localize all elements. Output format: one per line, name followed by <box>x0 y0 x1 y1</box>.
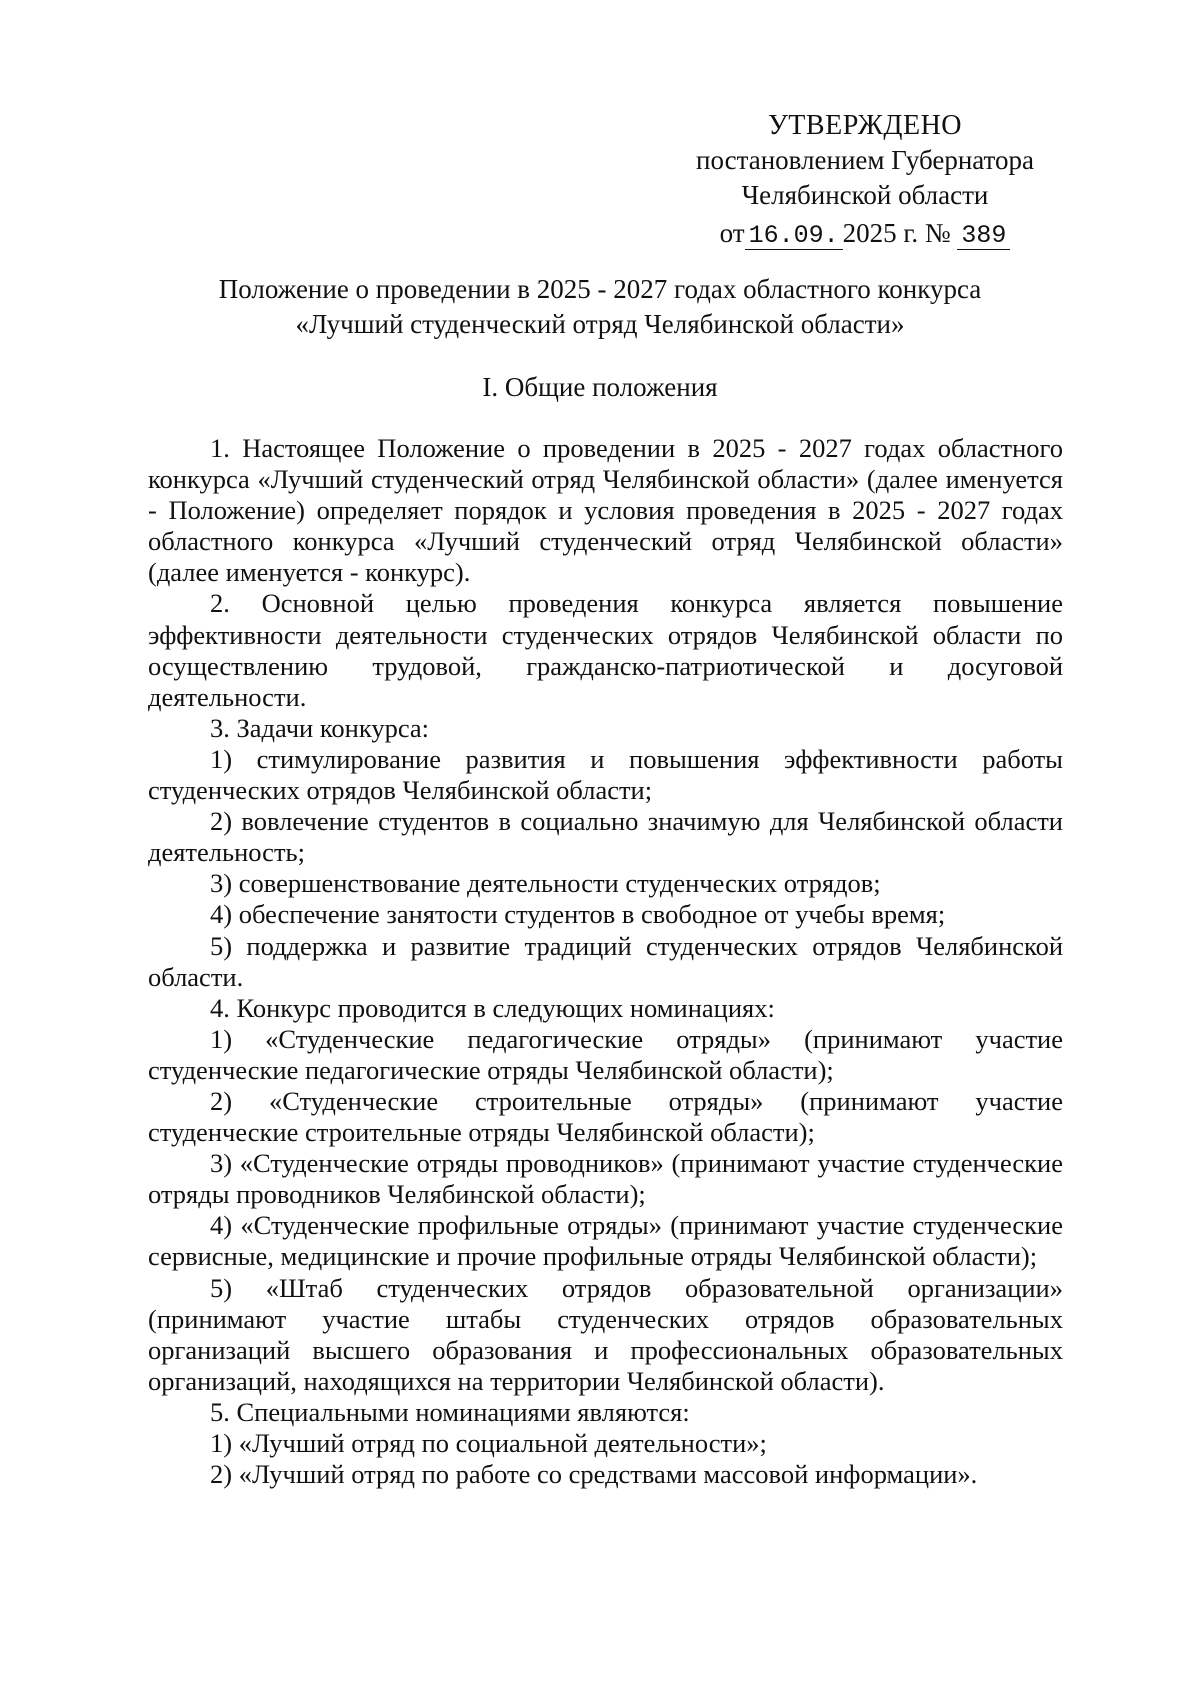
list-item: 4) «Студенческие профильные отряды» (принимают участие студенческие сервисные, медицинские и прочие профильные отряды Челябинской области); <box>148 1210 1063 1272</box>
list-item: 1) «Лучший отряд по социальной деятельности»; <box>210 1428 767 1458</box>
list-item: 2) «Лучший отряд по работе со средствами массовой информации». <box>210 1459 978 1490</box>
section-heading: I. Общие положения <box>482 372 718 402</box>
decree-number: 389 <box>957 223 1010 250</box>
list-item: 2) «Студенческие строительные отряды» (принимают участие студенческие строительные отряды Челябинской области); <box>148 1085 1063 1148</box>
date-value: 16.09. <box>745 223 843 250</box>
document-title-line-1: Положение о проведении в 2025 - 2027 годах областного конкурса <box>218 274 982 304</box>
approval-line-1: постановлением Губернатора <box>696 145 1034 175</box>
approval-line-2: Челябинской области <box>741 180 989 210</box>
list-item: 5) поддержка и развитие традиций студенческих отрядов Челябинской области. <box>148 930 1063 992</box>
document-body <box>148 433 1063 1490</box>
list-item: 3) совершенствование деятельности студенческих отрядов; <box>210 868 881 899</box>
document-title-line-2: «Лучший студенческий отряд Челябинской области» <box>295 309 905 339</box>
list-item: 1) стимулирование развития и повышения эффективности работы студенческих отрядов Челябинской области; <box>148 743 1063 806</box>
list-item: 1) «Студенческие педагогические отряды» (принимают участие студенческие педагогические отряды Челябинской области); <box>148 1023 1063 1085</box>
document-title <box>140 272 1060 342</box>
paragraph: 3. Задачи конкурса: <box>210 712 430 743</box>
approval-date-line <box>655 216 1075 251</box>
paragraph: 5. Специальными номинациями являются: <box>210 1396 690 1427</box>
approval-stamp <box>655 108 1075 251</box>
date-prefix: от <box>719 218 745 248</box>
approval-title: УТВЕРЖДЕНО <box>767 110 963 141</box>
paragraph: 2. Основной целью проведения конкурса является повышение эффективности деятельности студенческих отрядов Челябинской области по осуществлению трудовой, гражданско-патриотической и досуговой деятельности. <box>148 588 1063 712</box>
list-item: 5) «Штаб студенческих отрядов образовательной организации» (принимают участие штабы студенческих отрядов образовательных организаций высшего образования и профессиональных образовательных организаций, находящихся на территории Челябинской области). <box>148 1272 1063 1396</box>
list-item: 4) обеспечение занятости студентов в свободное от учебы время; <box>210 899 946 930</box>
list-item: 3) «Студенческие отряды проводников» (принимают участие студенческие отряды проводников Челябинской области); <box>148 1148 1063 1210</box>
date-year: 2025 г. № <box>842 218 951 248</box>
list-item: 2) вовлечение студентов в социально значимую для Челябинской области деятельность; <box>148 806 1063 868</box>
paragraph: 1. Настоящее Положение о проведении в 2025 - 2027 годах областного конкурса «Лучший студенческий отряд Челябинской области» (далее именуется - Положение) определяет порядок и условия проведения в 2025 - 2027 годах областного конкурса «Лучший студенческий отряд Челябинской области» (далее именуется - конкурс). <box>148 433 1063 588</box>
paragraph: 4. Конкурс проводится в следующих номинациях: <box>210 992 775 1023</box>
